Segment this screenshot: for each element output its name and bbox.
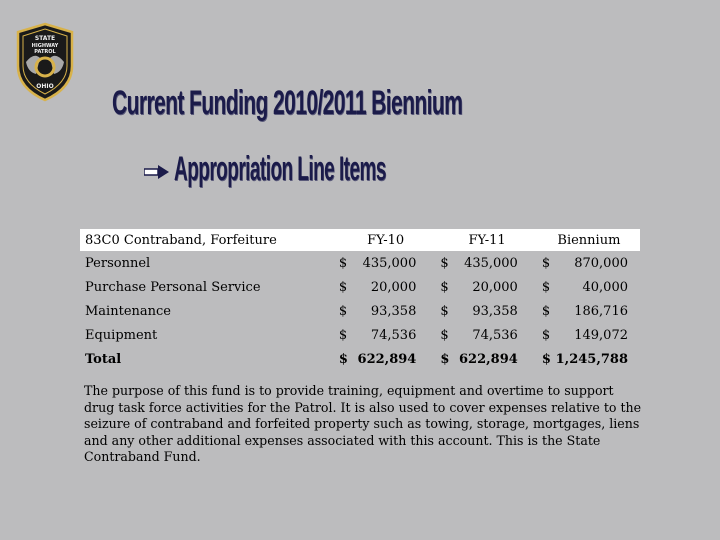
currency-symbol: $ [541, 303, 551, 319]
page-title: Current Funding 2010/2011 Biennium [112, 84, 463, 122]
badge-text-patrol: PATROL [34, 49, 56, 55]
column-header-fy11: FY-11 [468, 232, 506, 248]
badge-text-state: STATE [34, 35, 56, 42]
currency-symbol: $ [338, 351, 348, 367]
fy10-value: 74,536 [370, 327, 417, 343]
currency-symbol: $ [338, 255, 348, 271]
biennium-value: 149,072 [574, 327, 628, 343]
currency-symbol: $ [541, 279, 551, 295]
row-label: Purchase Personal Service [85, 279, 261, 295]
funding-table [80, 229, 640, 371]
fy10-value: 93,358 [370, 303, 417, 319]
page-subtitle: Appropriation Line Items [174, 150, 386, 188]
arrow-right-icon [144, 164, 170, 180]
biennium-value: 1,245,788 [555, 351, 628, 367]
currency-symbol: $ [541, 255, 551, 271]
fy10-value: 20,000 [370, 279, 417, 295]
row-label: Total [85, 351, 122, 367]
biennium-value: 870,000 [574, 255, 628, 271]
fy11-value: 435,000 [464, 255, 518, 271]
row-label: Equipment [85, 327, 158, 343]
column-header-biennium: Biennium [557, 232, 621, 248]
currency-symbol: $ [541, 351, 551, 367]
currency-symbol: $ [338, 303, 348, 319]
table-row [80, 299, 640, 323]
fy10-value: 622,894 [357, 351, 417, 367]
currency-symbol: $ [338, 279, 348, 295]
fund-description: The purpose of this fund is to provide training, equipment and overtime to support drug task force activities for the Patrol. It is also used to cover expenses relative to the seizure of contraband and forfeited property such as towing, storage, mortgages, liens and any other additional expenses associated with this account. This is the State Contraband Fund. [84, 383, 642, 464]
row-label: Maintenance [85, 303, 171, 319]
table-row [80, 323, 640, 347]
fund-name-header: 83C0 Contraband, Forfeiture [85, 232, 277, 248]
currency-symbol: $ [440, 279, 449, 295]
table-row [80, 251, 640, 275]
badge-text-ohio: OHIO [36, 83, 54, 90]
fy11-value: 93,358 [472, 303, 518, 319]
total-row [80, 347, 640, 371]
biennium-value: 40,000 [582, 279, 628, 295]
table-row [80, 275, 640, 299]
currency-symbol: $ [440, 327, 449, 343]
currency-symbol: $ [338, 327, 348, 343]
fy11-value: 622,894 [459, 351, 518, 367]
currency-symbol: $ [541, 327, 551, 343]
fy10-value: 435,000 [362, 255, 417, 271]
currency-symbol: $ [440, 351, 450, 367]
currency-symbol: $ [440, 255, 449, 271]
fy11-value: 74,536 [472, 327, 518, 343]
biennium-value: 186,716 [574, 303, 628, 319]
currency-symbol: $ [440, 303, 449, 319]
badge-text-highway: HIGHWAY [31, 43, 59, 49]
table-header-row [80, 229, 640, 251]
row-label: Personnel [85, 255, 151, 271]
column-header-fy10: FY-10 [367, 232, 405, 248]
ohio-highway-patrol-badge [14, 22, 76, 102]
fy11-value: 20,000 [472, 279, 518, 295]
